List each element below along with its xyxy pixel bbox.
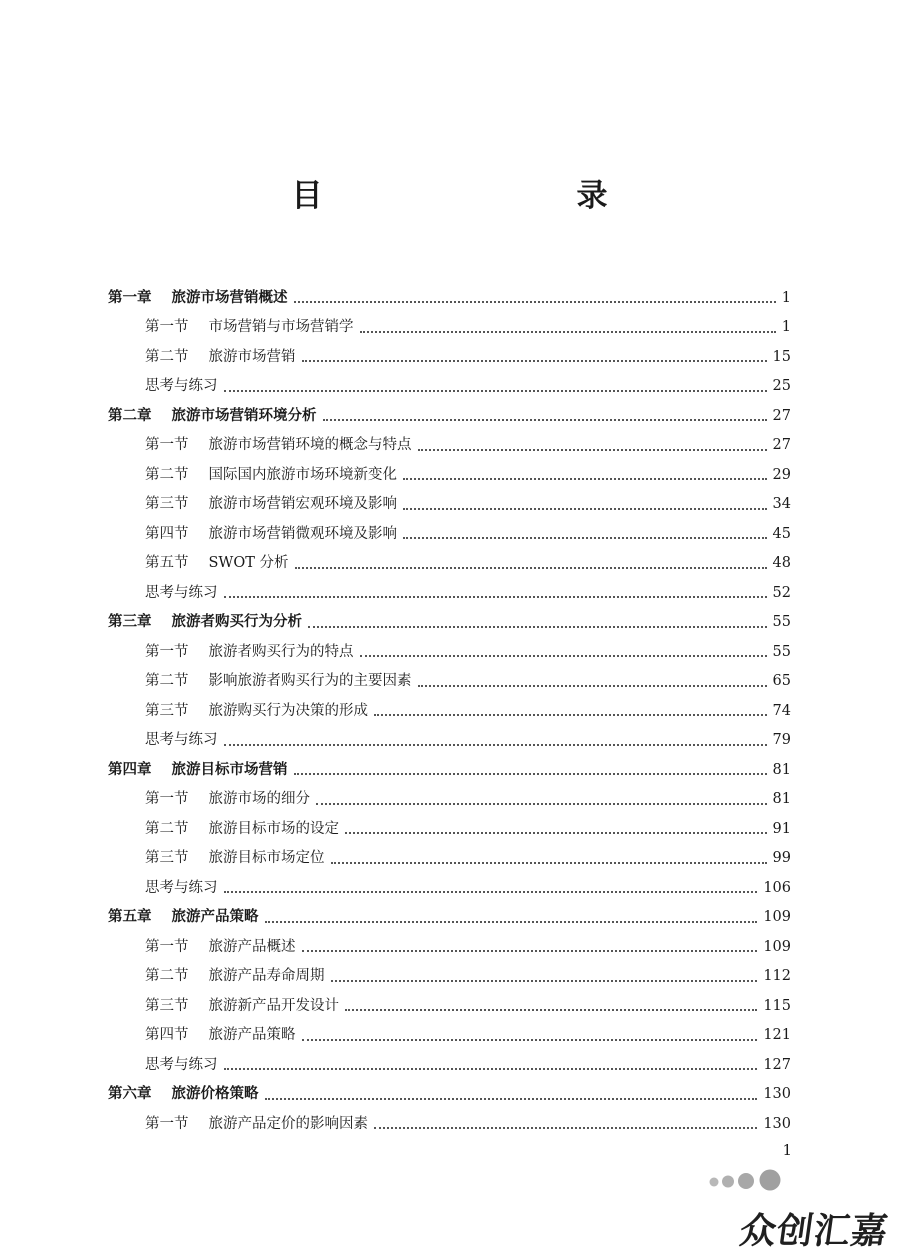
toc-entry-label: 第三节 — [145, 702, 189, 719]
dot-leader — [331, 861, 767, 864]
page-dots-decoration — [708, 1168, 792, 1192]
toc-entry-title: 旅游市场营销 — [208, 348, 296, 365]
toc-chapter-row — [108, 903, 791, 933]
toc-section-row — [108, 1050, 791, 1080]
toc-entry-page: 1 — [781, 289, 791, 306]
toc-entry-title: 影响旅游者购买行为的主要因素 — [208, 673, 412, 690]
toc-section-row — [108, 1109, 791, 1139]
toc-entry-label: 第二章 — [108, 407, 152, 424]
toc-entry-label: 第六章 — [108, 1086, 152, 1103]
toc-entry-label: 第二节 — [145, 348, 189, 365]
toc-entry-title: 旅游购买行为决策的形成 — [208, 702, 368, 719]
dot-leader — [295, 566, 767, 569]
toc-chapter-row — [108, 1080, 791, 1110]
dot-leader — [331, 979, 758, 982]
toc-entry-label: 第五节 — [145, 555, 189, 572]
dot-leader — [345, 1008, 757, 1011]
toc-chapter-row — [108, 401, 791, 431]
toc-entry-title: 旅游产品概述 — [208, 938, 296, 955]
toc-entry-label: 第一节 — [145, 437, 189, 454]
dot-leader — [224, 1067, 758, 1070]
toc-entry-label: 第二节 — [145, 968, 189, 985]
dot-leader — [374, 1126, 757, 1129]
decoration-dot — [710, 1178, 719, 1187]
dot-leader — [224, 389, 767, 392]
toc-section-row — [108, 372, 791, 402]
toc-entry-title: SWOT 分析 — [208, 555, 289, 572]
toc-chapter-row — [108, 283, 791, 313]
toc-entry-title: 旅游市场营销概述 — [171, 289, 288, 306]
toc-entry-label: 第三节 — [145, 496, 189, 513]
toc-section-row — [108, 578, 791, 608]
toc-entry-title: 旅游市场营销宏观环境及影响 — [208, 496, 397, 513]
toc-section-row — [108, 932, 791, 962]
toc-entry-page: 121 — [763, 1027, 791, 1044]
dot-leader — [374, 713, 767, 716]
decoration-dot — [722, 1176, 734, 1188]
toc-section-row — [108, 460, 791, 490]
toc-chapter-row — [108, 755, 791, 785]
toc-entry-title: 思考与练习 — [145, 879, 218, 896]
toc-entry-page: 45 — [772, 525, 791, 542]
toc-entry-page: 27 — [772, 407, 791, 424]
dot-leader — [294, 300, 776, 303]
page-title: 目 录 — [291, 178, 672, 214]
decoration-dot — [760, 1170, 781, 1191]
toc-entry-page: 99 — [772, 850, 791, 867]
toc-entry-label: 第一节 — [145, 319, 189, 336]
toc-entry-page: 91 — [772, 820, 791, 837]
toc-section-row — [108, 667, 791, 697]
toc-entry-label: 第三节 — [145, 850, 189, 867]
toc-entry-label: 第一节 — [145, 643, 189, 660]
watermark-logo: 众创汇嘉 — [737, 1211, 891, 1252]
dot-leader — [294, 772, 767, 775]
toc-entry-page: 55 — [772, 614, 791, 631]
toc-entry-page: 52 — [772, 584, 791, 601]
toc-entry-title: 旅游者购买行为的特点 — [208, 643, 354, 660]
toc-entry-page: 25 — [772, 378, 791, 395]
toc-entry-title: 市场营销与市场营销学 — [208, 319, 354, 336]
toc-section-row — [108, 1021, 791, 1051]
page-number: 1 — [782, 1141, 792, 1159]
toc-section-row — [108, 962, 791, 992]
toc-entry-label: 第三节 — [145, 997, 189, 1014]
toc-entry-label: 第一章 — [108, 289, 152, 306]
toc-entry-title: 旅游产品策略 — [208, 1027, 296, 1044]
decoration-dot — [738, 1173, 754, 1189]
toc-entry-page: 112 — [763, 968, 791, 985]
toc-entry-label: 第一节 — [145, 938, 189, 955]
toc-entry-page: 29 — [772, 466, 791, 483]
toc-section-row — [108, 785, 791, 815]
dot-leader — [323, 418, 767, 421]
toc-entry-page: 27 — [772, 437, 791, 454]
dot-leader — [302, 949, 758, 952]
dot-leader — [302, 359, 767, 362]
toc-entry-title: 旅游目标市场定位 — [208, 850, 325, 867]
toc-entry-page: 81 — [772, 761, 791, 778]
toc-section-row — [108, 342, 791, 372]
toc-entry-label: 第三章 — [108, 614, 152, 631]
dot-leader — [418, 684, 767, 687]
toc-entry-label: 第一节 — [145, 1115, 189, 1132]
toc-section-row — [108, 696, 791, 726]
toc-entry-title: 旅游价格策略 — [171, 1086, 259, 1103]
toc-entry-label: 第一节 — [145, 791, 189, 808]
dot-leader — [224, 743, 767, 746]
toc-entry-title: 思考与练习 — [145, 584, 218, 601]
toc-entry-title: 旅游目标市场的设定 — [208, 820, 339, 837]
toc-section-row — [108, 637, 791, 667]
toc-entry-title: 旅游市场营销环境分析 — [171, 407, 317, 424]
toc-entry-label: 第四章 — [108, 761, 152, 778]
dot-leader — [224, 890, 758, 893]
toc-entry-page: 34 — [772, 496, 791, 513]
toc-entry-title: 旅游产品定价的影响因素 — [208, 1115, 368, 1132]
dot-leader — [403, 477, 767, 480]
toc-entry-title: 旅游者购买行为分析 — [171, 614, 302, 631]
toc-entry-page: 109 — [763, 909, 791, 926]
toc-section-row — [108, 313, 791, 343]
dot-leader — [265, 1097, 758, 1100]
dot-leader — [418, 448, 767, 451]
toc-entry-page: 48 — [772, 555, 791, 572]
dot-leader — [265, 920, 758, 923]
toc-entry-page: 1 — [781, 319, 791, 336]
toc-entry-page: 74 — [772, 702, 791, 719]
toc-entry-title: 思考与练习 — [145, 378, 218, 395]
toc-entry-label: 第二节 — [145, 466, 189, 483]
toc-entry-title: 旅游新产品开发设计 — [208, 997, 339, 1014]
toc-entry-title: 思考与练习 — [145, 1056, 218, 1073]
toc-chapter-row — [108, 608, 791, 638]
dot-leader — [345, 831, 767, 834]
toc-entry-title: 旅游市场营销微观环境及影响 — [208, 525, 397, 542]
toc-entry-label: 第五章 — [108, 909, 152, 926]
toc-section-row — [108, 431, 791, 461]
toc-section-row — [108, 726, 791, 756]
toc-entry-page: 81 — [772, 791, 791, 808]
dot-leader — [403, 536, 767, 539]
toc-entry-title: 国际国内旅游市场环境新变化 — [208, 466, 397, 483]
toc-entry-page: 55 — [772, 643, 791, 660]
toc-entry-title: 旅游市场的细分 — [208, 791, 310, 808]
toc-entry-page: 65 — [772, 673, 791, 690]
toc-entry-page: 127 — [763, 1056, 791, 1073]
toc-entry-page: 106 — [763, 879, 791, 896]
toc-entry-page: 115 — [763, 997, 791, 1014]
toc-entry-title: 旅游市场营销环境的概念与特点 — [208, 437, 412, 454]
dot-leader — [360, 654, 767, 657]
toc-entry-page: 109 — [763, 938, 791, 955]
toc-entry-title: 思考与练习 — [145, 732, 218, 749]
dot-leader — [302, 1038, 758, 1041]
toc-entry-label: 第四节 — [145, 525, 189, 542]
toc-entry-page: 130 — [763, 1115, 791, 1132]
toc-entry-label: 第二节 — [145, 820, 189, 837]
toc-entry-label: 第二节 — [145, 673, 189, 690]
dot-leader — [360, 330, 776, 333]
dot-leader — [308, 625, 767, 628]
toc-section-row — [108, 814, 791, 844]
dot-leader — [224, 595, 767, 598]
toc-section-row — [108, 490, 791, 520]
toc-entry-title: 旅游产品策略 — [171, 909, 259, 926]
toc-section-row — [108, 549, 791, 579]
toc-section-row — [108, 873, 791, 903]
toc-section-row — [108, 991, 791, 1021]
toc-entry-page: 130 — [763, 1086, 791, 1103]
dot-leader — [316, 802, 767, 805]
toc-section-row — [108, 519, 791, 549]
toc-entry-title: 旅游目标市场营销 — [171, 761, 288, 778]
table-of-contents — [108, 283, 791, 1139]
toc-section-row — [108, 844, 791, 874]
toc-entry-page: 15 — [772, 348, 791, 365]
toc-entry-title: 旅游产品寿命周期 — [208, 968, 325, 985]
toc-entry-label: 第四节 — [145, 1027, 189, 1044]
dot-leader — [403, 507, 767, 510]
toc-entry-page: 79 — [772, 732, 791, 749]
